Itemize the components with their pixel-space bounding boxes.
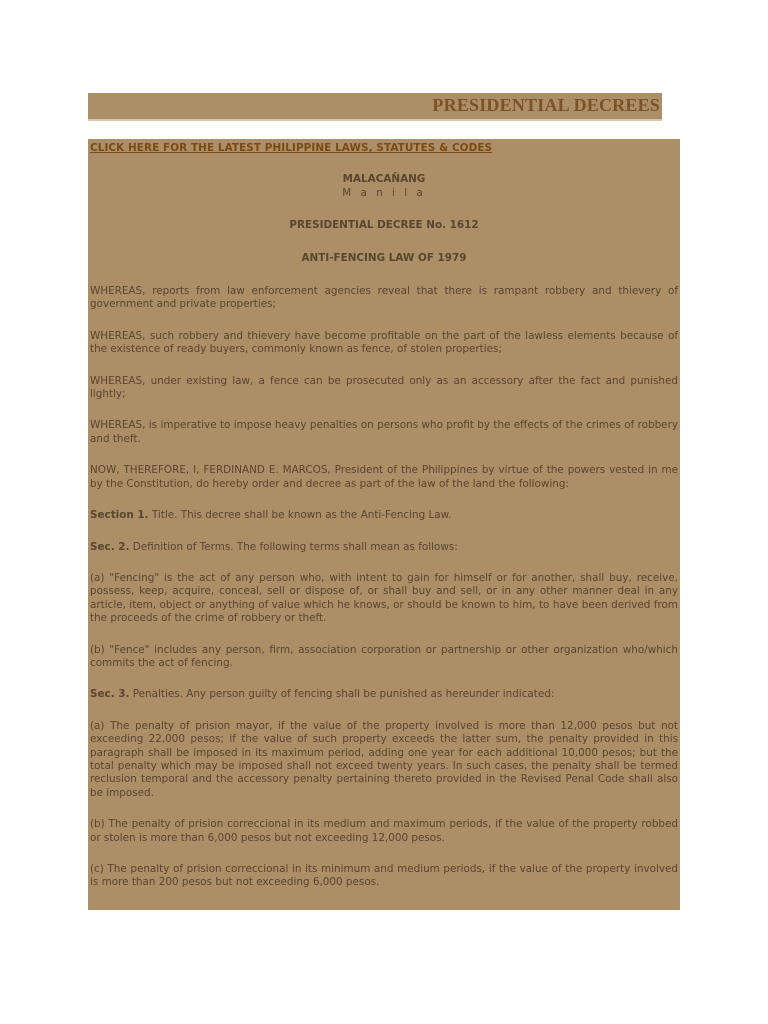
banner-title: PRESIDENTIAL DECREES xyxy=(432,95,660,115)
latest-laws-link[interactable]: CLICK HERE FOR THE LATEST PHILIPPINE LAWS, STATUTES & CODES xyxy=(90,142,493,154)
section-3-text: Penalties. Any person guilty of fencing shall be punished as hereunder indicated: xyxy=(129,688,555,701)
section-2-text: Definition of Terms. The following terms shall mean as follows: xyxy=(129,540,458,553)
decree-number: PRESIDENTIAL DECREE No. 1612 xyxy=(289,219,479,232)
section-1-text: Title. This decree shall be known as the Anti-Fencing Law. xyxy=(148,509,452,522)
section-3-a: (a) The penalty of prision mayor, if the value of the property involved is more than 12,000 pesos but not exceeding 22,000 pesos; if the value of such property exceeds the latter sum, the penalty provided in this paragraph shall be imposed in its maximum period, adding one year for each additional 10,000 pesos; but the total penalty which may be imposed shall not exceed twenty years. In such cases, the penalty shall be termed reclusion temporal and the accessory penalty pertaining thereto provided in the Revised Penal Code shall also be imposed. xyxy=(90,719,678,799)
section-3-heading: Sec. 3. xyxy=(90,688,130,701)
section-3 xyxy=(90,688,678,701)
whereas-paragraph-4: WHEREAS, is imperative to impose heavy penalties on persons who profit by the effects of the crimes of robbery and theft. xyxy=(90,419,678,445)
section-1-heading: Section 1. xyxy=(90,509,149,522)
whereas-paragraph-2: WHEREAS, such robbery and thievery have become profitable on the part of the lawless elements because of the existence of ready buyers, commonly known as fence, of stolen properties; xyxy=(90,329,678,356)
section-2-a: (a) "Fencing" is the act of any person who, with intent to gain for himself or for another, shall buy, receive, possess, keep, acquire, conceal, sell or dispose of, or shall buy and sell, or in any other manner deal in any article, item, object or anything of value which he knows, or should be known to him, to have been derived from the proceeds of the crime of robbery or theft. xyxy=(90,571,678,625)
page-banner xyxy=(88,93,662,121)
place-heading: MALACAÑANG xyxy=(342,173,426,186)
section-1 xyxy=(90,509,678,522)
section-3-c: (c) The penalty of prision correccional in its minimum and medium periods, if the value of the property involved is more than 200 pesos but not exceeding 6,000 pesos. xyxy=(90,863,678,889)
whereas-paragraph-1: WHEREAS, reports from law enforcement agencies reveal that there is rampant robbery and thievery of government and private properties; xyxy=(90,285,678,311)
section-2 xyxy=(90,541,678,554)
now-therefore-paragraph: NOW, THEREFORE, I, FERDINAND E. MARCOS, President of the Philippines by virtue of the powers vested in me by the Constitution, do hereby order and decree as part of the law of the land the following: xyxy=(90,464,678,490)
section-2-b: (b) "Fence" includes any person, firm, association corporation or partnership or other organization who/which commits the act of fencing. xyxy=(90,643,678,669)
decree-title: ANTI-FENCING LAW OF 1979 xyxy=(301,251,467,264)
section-3-b: (b) The penalty of prision correccional in its medium and maximum periods, if the value of the property robbed or stolen is more than 6,000 pesos but not exceeding 12,000 pesos. xyxy=(90,818,678,844)
whereas-paragraph-3: WHEREAS, under existing law, a fence can be prosecuted only as an accessory after the fact and punished lightly; xyxy=(90,374,678,401)
decree-content xyxy=(88,139,680,910)
section-2-heading: Sec. 2. xyxy=(90,540,130,553)
city-heading: M a n i l a xyxy=(342,186,426,199)
